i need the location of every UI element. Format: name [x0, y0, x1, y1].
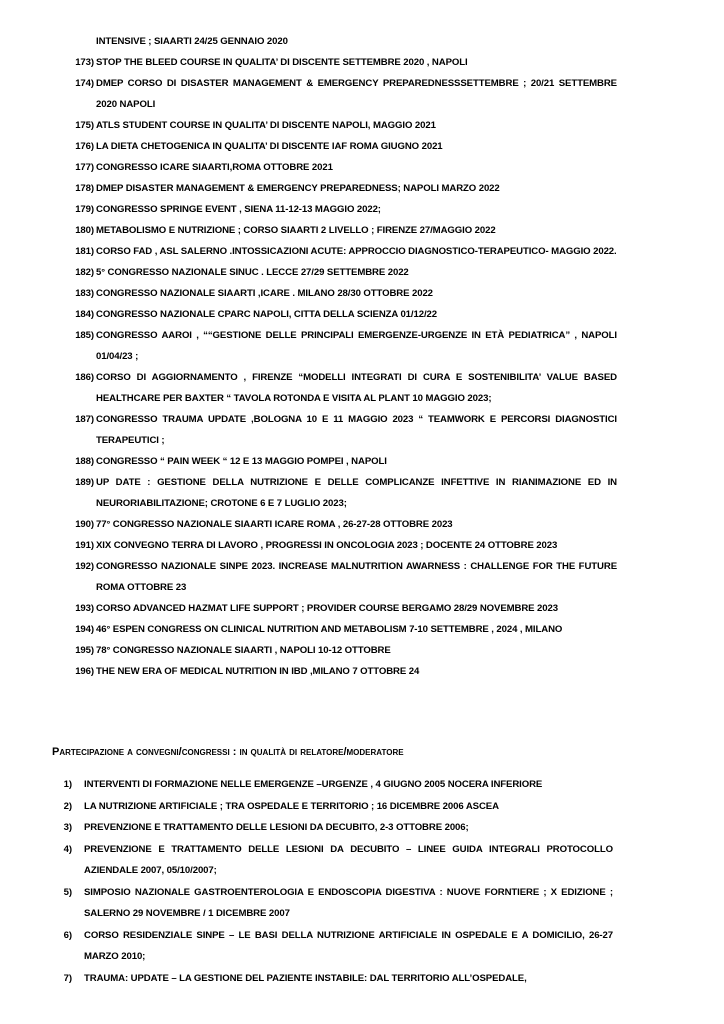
list-item-number: 182)	[75, 267, 94, 278]
list-item-text: CONGRESSO “ PAIN WEEK “ 12 E 13 MAGGIO POMPEI , NAPOLI	[96, 456, 387, 467]
list-item-text: CONGRESSO TRAUMA UPDATE ,BOLOGNA 10 E 11 MAGGIO 2023 “ TEAMWORK E PERCORSI DIAGNOSTICI TERAPEUTICI ;	[96, 414, 617, 446]
list-item	[0, 199, 724, 220]
list-item	[0, 367, 724, 409]
list-item	[0, 774, 724, 796]
list-item-number: 190)	[75, 519, 94, 530]
list-item-number: 192)	[75, 561, 94, 572]
list-item-number: 196)	[75, 666, 94, 677]
list-item-number: 189)	[75, 477, 94, 488]
list-item-number: 187)	[75, 414, 94, 425]
list-item-number: 194)	[75, 624, 94, 635]
list-item-text: 46° ESPEN CONGRESS ON CLINICAL NUTRITION AND METABOLISM 7-10 SETTEMBRE , 2024 , MILANO	[96, 624, 563, 635]
list-item-text: LA DIETA CHETOGENICA IN QUALITA’ DI DISCENTE IAF ROMA GIUGNO 2021	[96, 141, 443, 152]
list-item-text: PREVENZIONE E TRATTAMENTO DELLE LESIONI DA DECUBITO – LINEE GUIDA INTEGRALI PROTOCOLLO AZIENDALE 2007, 05/10/2007;	[84, 843, 613, 876]
list-item-text: CONGRESSO AAROI , ““GESTIONE DELLE PRINCIPALI EMERGENZE-URGENZE IN ETÀ PEDIATRICA” , NAPOLI 01/04/23 ;	[96, 330, 617, 362]
list-item	[0, 241, 724, 262]
list-item-text: CORSO RESIDENZIALE SINPE – LE BASI DELLA NUTRIZIONE ARTIFICIALE IN OSPEDALE E A DOMICILIO, 26-27 MARZO 2010;	[84, 929, 613, 962]
list-item-number: 180)	[75, 225, 94, 236]
section-heading-speaker: Partecipazione a convegni/congressi : in qualità di relatore/moderatore	[52, 746, 404, 758]
list-item-number: 7)	[63, 972, 72, 984]
list-item-number: 191)	[75, 540, 94, 551]
list-item	[0, 598, 724, 619]
list-item-text: METABOLISMO E NUTRIZIONE ; CORSO SIAARTI 2 LIVELLO ; FIRENZE 27/MAGGIO 2022	[96, 225, 496, 236]
list-item-text: SIMPOSIO NAZIONALE GASTROENTEROLOGIA E ENDOSCOPIA DIGESTIVA : NUOVE FORNTIERE ; X EDIZIONE ; SALERNO 29 NOVEMBRE / 1 DICEMBRE 2007	[84, 886, 613, 919]
list-item-text: DMEP DISASTER MANAGEMENT & EMERGENCY PREPAREDNESS; NAPOLI MARZO 2022	[96, 183, 500, 194]
list-item-text: TRAUMA: UPDATE – LA GESTIONE DEL PAZIENTE INSTABILE: DAL TERRITORIO ALL’OSPEDALE,	[84, 972, 527, 984]
list-item	[0, 409, 724, 451]
list-item-text: CORSO DI AGGIORNAMENTO , FIRENZE “MODELLI INTEGRATI DI CURA E SOSTENIBILITA’ VALUE BASED HEALTHCARE PER BAXTER “ TAVOLA ROTONDA E VISITA AL PLANT 10 MAGGIO 2023;	[96, 372, 617, 404]
list-item-text: CONGRESSO ICARE SIAARTI,ROMA OTTOBRE 2021	[96, 162, 333, 173]
list-item-number: 195)	[75, 645, 94, 656]
list-item	[0, 472, 724, 514]
list-item-number: 186)	[75, 372, 94, 383]
list-item-number: 6)	[63, 929, 72, 941]
list-item-number: 5)	[63, 886, 72, 898]
list-item-number: 3)	[63, 822, 72, 833]
list-item-text: 5° CONGRESSO NAZIONALE SINUC . LECCE 27/29 SETTEMBRE 2022	[96, 267, 409, 278]
list-item	[0, 157, 724, 178]
list-item	[0, 304, 724, 325]
list-item-text: PREVENZIONE E TRATTAMENTO DELLE LESIONI DA DECUBITO, 2-3 OTTOBRE 2006;	[84, 822, 469, 833]
list-item	[0, 839, 724, 882]
list-item-number: 173)	[75, 57, 94, 68]
list-item	[0, 817, 724, 839]
list-item-number: 184)	[75, 309, 94, 320]
attended-congress-list	[0, 31, 724, 682]
list-item-text: XIX CONVEGNO TERRA DI LAVORO , PROGRESSI IN ONCOLOGIA 2023 ; DOCENTE 24 OTTOBRE 2023	[96, 540, 558, 551]
list-item-number: 193)	[75, 603, 94, 614]
list-item-text: CORSO FAD , ASL SALERNO .INTOSSICAZIONI ACUTE: APPROCCIO DIAGNOSTICO-TERAPEUTICO- MAGGIO 2022.	[96, 246, 617, 257]
list-item	[0, 882, 724, 925]
list-item-number: 183)	[75, 288, 94, 299]
list-item-number: 4)	[63, 843, 72, 855]
list-item-number: 188)	[75, 456, 94, 467]
list-item-number: 2)	[63, 800, 72, 812]
list-item	[0, 220, 724, 241]
list-item	[0, 115, 724, 136]
list-item-text: INTERVENTI DI FORMAZIONE NELLE EMERGENZE –URGENZE , 4 GIUGNO 2005 NOCERA INFERIORE	[84, 779, 543, 790]
list-item-number: 179)	[75, 204, 94, 215]
list-item	[0, 262, 724, 283]
list-item-text: STOP THE BLEED COURSE IN QUALITA’ DI DISCENTE SETTEMBRE 2020 , NAPOLI	[96, 57, 468, 68]
list-item	[0, 136, 724, 157]
list-item-number: 174)	[75, 78, 94, 89]
list-item-text: ATLS STUDENT COURSE IN QUALITA’ DI DISCENTE NAPOLI, MAGGIO 2021	[96, 120, 436, 131]
list-item	[0, 968, 724, 990]
list-item-text: 77° CONGRESSO NAZIONALE SIAARTI ICARE ROMA , 26-27-28 OTTOBRE 2023	[96, 519, 453, 530]
speaker-congress-list	[0, 774, 724, 989]
list-item-number: 181)	[75, 246, 94, 257]
list-item-text: DMEP CORSO DI DISASTER MANAGEMENT & EMERGENCY PREPAREDNESSSETTEMBRE ; 20/21 SETTEMBRE 2020 NAPOLI	[96, 78, 617, 110]
list-item	[0, 535, 724, 556]
list-item-text: CONGRESSO NAZIONALE SINPE 2023. INCREASE MALNUTRITION AWARNESS : CHALLENGE FOR THE FUTURE ROMA OTTOBRE 23	[96, 561, 617, 593]
list-item	[0, 661, 724, 682]
list-item	[0, 52, 724, 73]
list-item-continuation	[0, 31, 724, 52]
list-item-text: CONGRESSO SPRINGE EVENT , SIENA 11-12-13 MAGGIO 2022;	[96, 204, 381, 215]
list-item	[0, 619, 724, 640]
list-item	[0, 178, 724, 199]
list-item-number: 1)	[63, 779, 72, 790]
list-item-text: LA NUTRIZIONE ARTIFICIALE ; TRA OSPEDALE E TERRITORIO ; 16 DICEMBRE 2006 ASCEA	[84, 800, 499, 812]
list-item-number: 176)	[75, 141, 94, 152]
list-item	[0, 556, 724, 598]
list-item	[0, 325, 724, 367]
list-item	[0, 73, 724, 115]
list-item-text: INTENSIVE ; SIAARTI 24/25 GENNAIO 2020	[96, 36, 288, 47]
list-item-text: THE NEW ERA OF MEDICAL NUTRITION IN IBD ,MILANO 7 OTTOBRE 24	[96, 666, 420, 677]
list-item	[0, 925, 724, 968]
list-item-number: 177)	[75, 162, 94, 173]
list-item	[0, 640, 724, 661]
list-item	[0, 514, 724, 535]
list-item-text: CONGRESSO NAZIONALE SIAARTI ,ICARE . MILANO 28/30 OTTOBRE 2022	[96, 288, 433, 299]
list-item-text: CORSO ADVANCED HAZMAT LIFE SUPPORT ; PROVIDER COURSE BERGAMO 28/29 NOVEMBRE 2023	[96, 603, 558, 614]
list-item-text: UP DATE : GESTIONE DELLA NUTRIZIONE E DELLE COMPLICANZE INFETTIVE IN RIANIMAZIONE ED IN NEURORIABILITAZIONE; CROTONE 6 E 7 LUGLIO 2023;	[96, 477, 617, 509]
list-item-number: 175)	[75, 120, 94, 131]
list-item-text: 78° CONGRESSO NAZIONALE SIAARTI , NAPOLI 10-12 OTTOBRE	[96, 645, 391, 656]
list-item-number: 178)	[75, 183, 94, 194]
list-item	[0, 283, 724, 304]
list-item	[0, 796, 724, 818]
list-item	[0, 451, 724, 472]
list-item-number: 185)	[75, 330, 94, 341]
list-item-text: CONGRESSO NAZIONALE CPARC NAPOLI, CITTA DELLA SCIENZA 01/12/22	[96, 309, 437, 320]
